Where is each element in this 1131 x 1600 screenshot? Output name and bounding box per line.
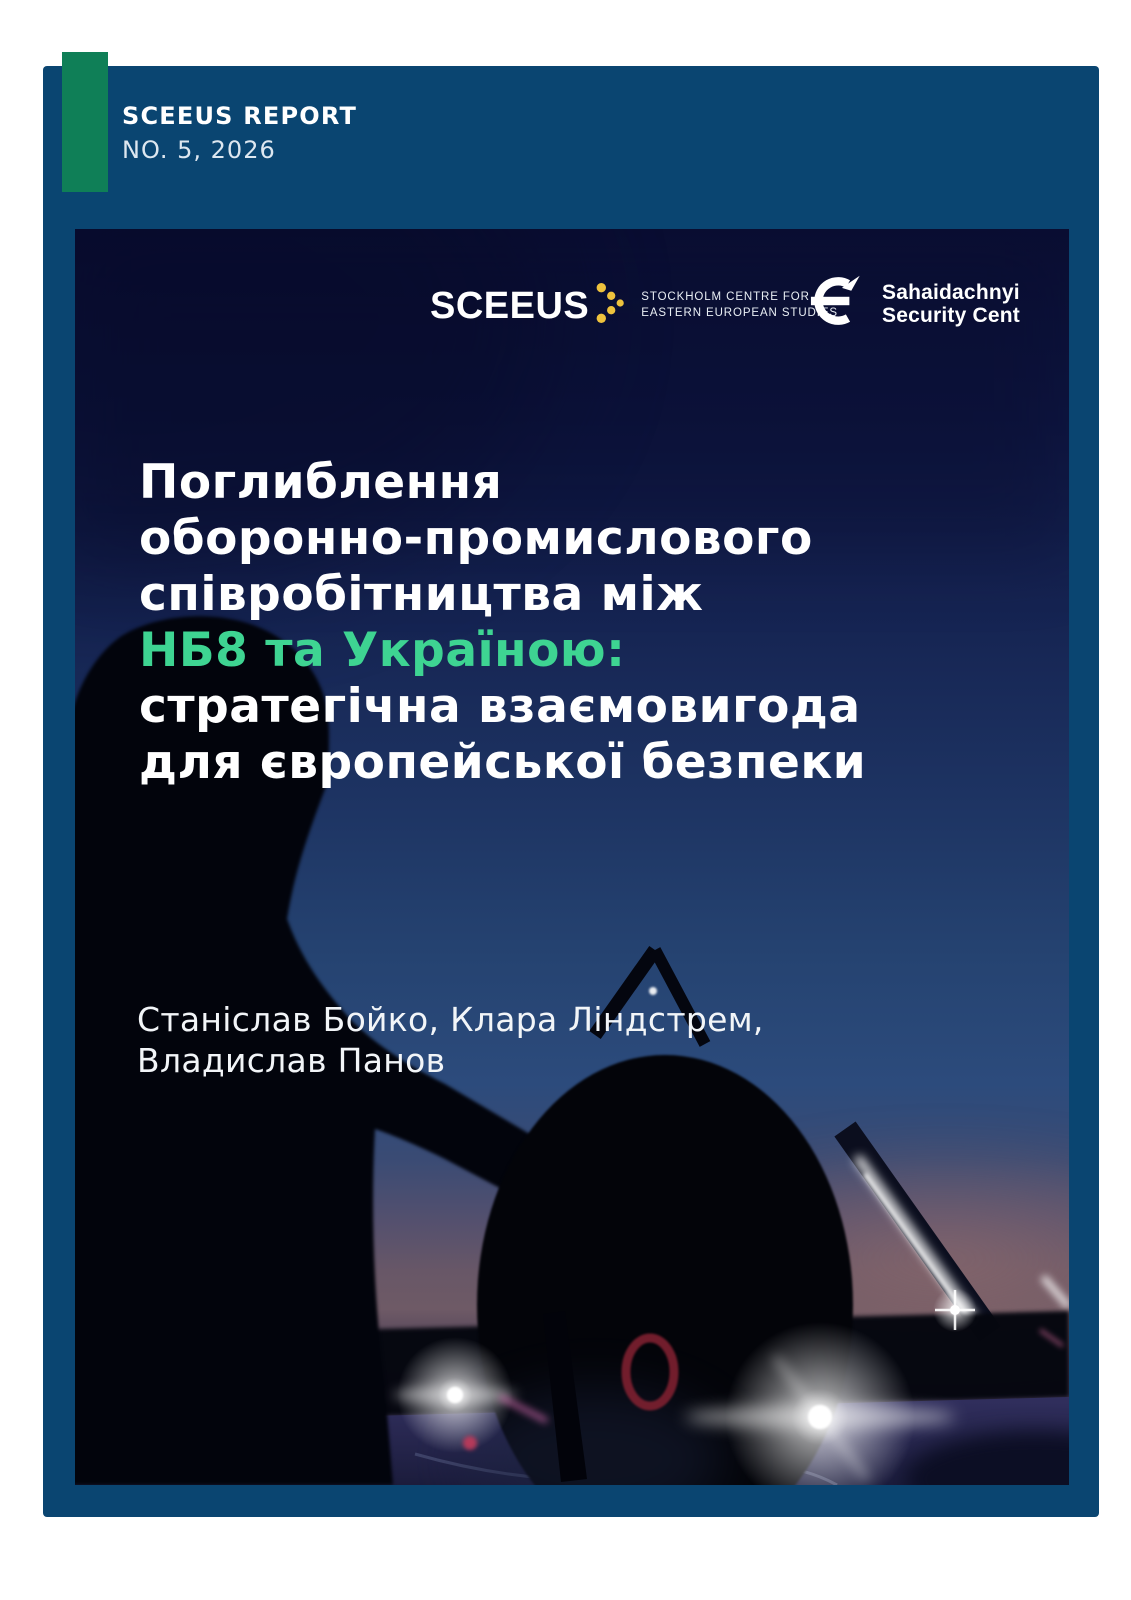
- authors: [137, 999, 764, 1081]
- sahaidachnyi-name: [882, 281, 1020, 327]
- report-title: [139, 455, 866, 791]
- cover-photo-illustration: [75, 229, 1069, 1485]
- sceeus-logo: [430, 279, 838, 332]
- green-accent-bar: [62, 52, 108, 192]
- sahaidachnyi-mark-icon: [810, 269, 870, 338]
- title-line-5: стратегічна взаємовигода: [139, 679, 861, 734]
- cover-photo: [75, 229, 1069, 1485]
- title-line-2: оборонно-промислового: [139, 511, 813, 566]
- title-line-3: співробітництва між: [139, 567, 704, 622]
- sahaidachnyi-name-line1: Sahaidachnyi: [882, 280, 1020, 304]
- sceeus-tagline-line1: STOCKHOLM CENTRE FOR: [641, 291, 810, 303]
- report-series-label: SCEEUS REPORT: [122, 102, 358, 130]
- sceeus-tagline: [641, 290, 838, 321]
- title-line-1: Поглиблення: [139, 455, 503, 510]
- report-issue-number: NO. 5, 2026: [122, 136, 276, 164]
- title-line-4-accent: НБ8 та Україною:: [139, 623, 626, 678]
- sceeus-tagline-line2: EASTERN EUROPEAN STUDIES: [641, 306, 838, 319]
- sahaidachnyi-name-line2: Security Cent: [882, 303, 1020, 327]
- sahaidachnyi-logo: [810, 269, 1020, 338]
- authors-line-2: Владислав Панов: [137, 1041, 446, 1080]
- sceeus-dots-icon: [595, 279, 631, 332]
- title-line-6: для європейської безпеки: [139, 735, 867, 790]
- report-header: [122, 101, 357, 165]
- authors-line-1: Станіслав Бойко, Клара Ліндстрем,: [137, 1000, 764, 1039]
- sceeus-wordmark: SCEEUS: [430, 284, 590, 327]
